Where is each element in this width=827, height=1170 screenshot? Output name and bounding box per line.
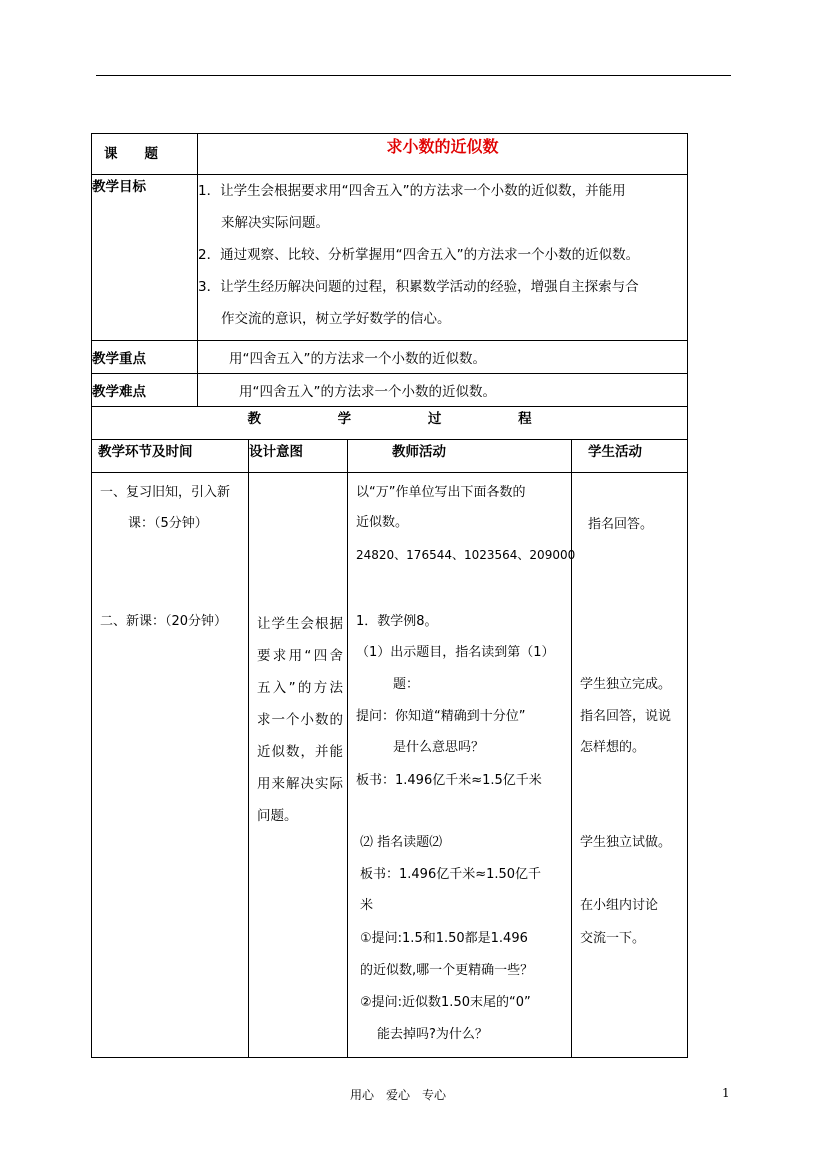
goal-item-3-cont: 作交流的意识，树立学好数学的信心。 <box>221 311 451 327</box>
goal-item-1: 1．让学生会根据要求用“四舍五入”的方法求一个小数的近似数，并能用 <box>198 183 626 199</box>
difficulty-label: 教学难点 <box>92 374 198 407</box>
column-header-row <box>92 440 688 473</box>
teacher-line-6: 题： <box>393 677 420 692</box>
difficulty-row <box>92 374 688 407</box>
student-line-4: 怎样想的。 <box>580 740 646 755</box>
col-header-student: 学生活动 <box>572 440 688 473</box>
col-header-design: 设计意图 <box>249 440 348 473</box>
stage-cell <box>92 473 249 1058</box>
teacher-numbers: 24820、176544、1023564、209000 <box>356 548 576 562</box>
teacher-line-9: 板书：1.496亿千米≈1.5亿千米 <box>356 773 542 788</box>
new-lesson-section: 二、新课：（20分钟） <box>100 614 228 629</box>
focus-row <box>92 341 688 374</box>
goal-item-3: 3．让学生经历解决问题的过程，积累数学活动的经验，增强自主探索与合 <box>198 279 639 295</box>
teacher-line-14: 的近似数,哪一个更精确一些？ <box>360 963 534 978</box>
review-section-line2: 课：（5分钟） <box>128 516 208 531</box>
teacher-line-13: ①提问:1.5和1.50都是1.496 <box>360 931 528 946</box>
focus-text: 用“四舍五入”的方法求一个小数的近似数。 <box>198 341 688 374</box>
process-char-4: 程 <box>518 411 532 427</box>
design-cell <box>249 473 348 1058</box>
col-header-teacher: 教师活动 <box>348 440 572 473</box>
footer-motto: 用心 爱心 专心 <box>350 1088 447 1102</box>
title-label: 课 题 <box>92 134 198 175</box>
teacher-line-5: （1）出示题目，指名读到第（1） <box>356 645 555 660</box>
teacher-cell <box>348 473 576 1058</box>
student-line-3: 指名回答，说说 <box>580 709 672 724</box>
student-line-6: 在小组内讨论 <box>580 898 659 913</box>
focus-label: 教学重点 <box>92 341 198 374</box>
goals-label: 教学目标 <box>92 175 198 341</box>
teacher-line-12: 米 <box>360 898 374 913</box>
student-cell <box>572 473 688 1058</box>
student-line-1: 指名回答。 <box>588 517 654 532</box>
teacher-line-4: 1．教学例8。 <box>356 614 438 629</box>
header-rule <box>96 75 731 76</box>
teacher-line-1: 以“万”作单位写出下面各数的 <box>356 485 526 500</box>
student-line-2: 学生独立完成。 <box>580 677 672 692</box>
teacher-line-2: 近似数。 <box>356 515 409 530</box>
lesson-plan-table <box>91 133 688 1058</box>
teacher-line-10: ⑵ 指名读题⑵ <box>360 835 443 850</box>
teacher-line-7: 提问：你知道“精确到十分位” <box>356 709 526 724</box>
goal-item-1-cont: 来解决实际问题。 <box>221 215 329 231</box>
goals-list <box>198 175 688 341</box>
goals-row <box>92 175 688 341</box>
col-header-stage: 教学环节及时间 <box>92 440 249 473</box>
design-intent: 让学生会根据要求用“四舍五入”的方法求一个小数的近似数，并能用来解决实际问题。 <box>257 616 343 824</box>
student-line-5: 学生独立试做。 <box>580 835 672 850</box>
process-header <box>92 407 688 440</box>
teacher-line-11: 板书：1.496亿千米≈1.50亿千 <box>360 867 542 882</box>
student-line-7: 交流一下。 <box>580 931 646 946</box>
content-row <box>92 473 688 1058</box>
page-number: 1 <box>722 1086 730 1100</box>
lesson-title: 求小数的近似数 <box>198 134 688 175</box>
process-char-1: 教 <box>247 411 261 427</box>
title-row <box>92 134 688 175</box>
goal-item-2: 2．通过观察、比较、分析掌握用“四舍五入”的方法求一个小数的近似数。 <box>198 247 640 263</box>
process-header-row <box>92 407 688 440</box>
process-char-2: 学 <box>337 411 352 427</box>
process-char-3: 过 <box>427 411 442 427</box>
teacher-line-16: 能去掉吗?为什么？ <box>377 1027 488 1042</box>
teacher-line-8: 是什么意思吗？ <box>393 740 485 755</box>
review-section-line1: 一、复习旧知，引入新 <box>100 485 231 500</box>
difficulty-text: 用“四舍五入”的方法求一个小数的近似数。 <box>198 374 688 407</box>
teacher-line-15: ②提问:近似数1.50末尾的“0” <box>360 995 531 1010</box>
